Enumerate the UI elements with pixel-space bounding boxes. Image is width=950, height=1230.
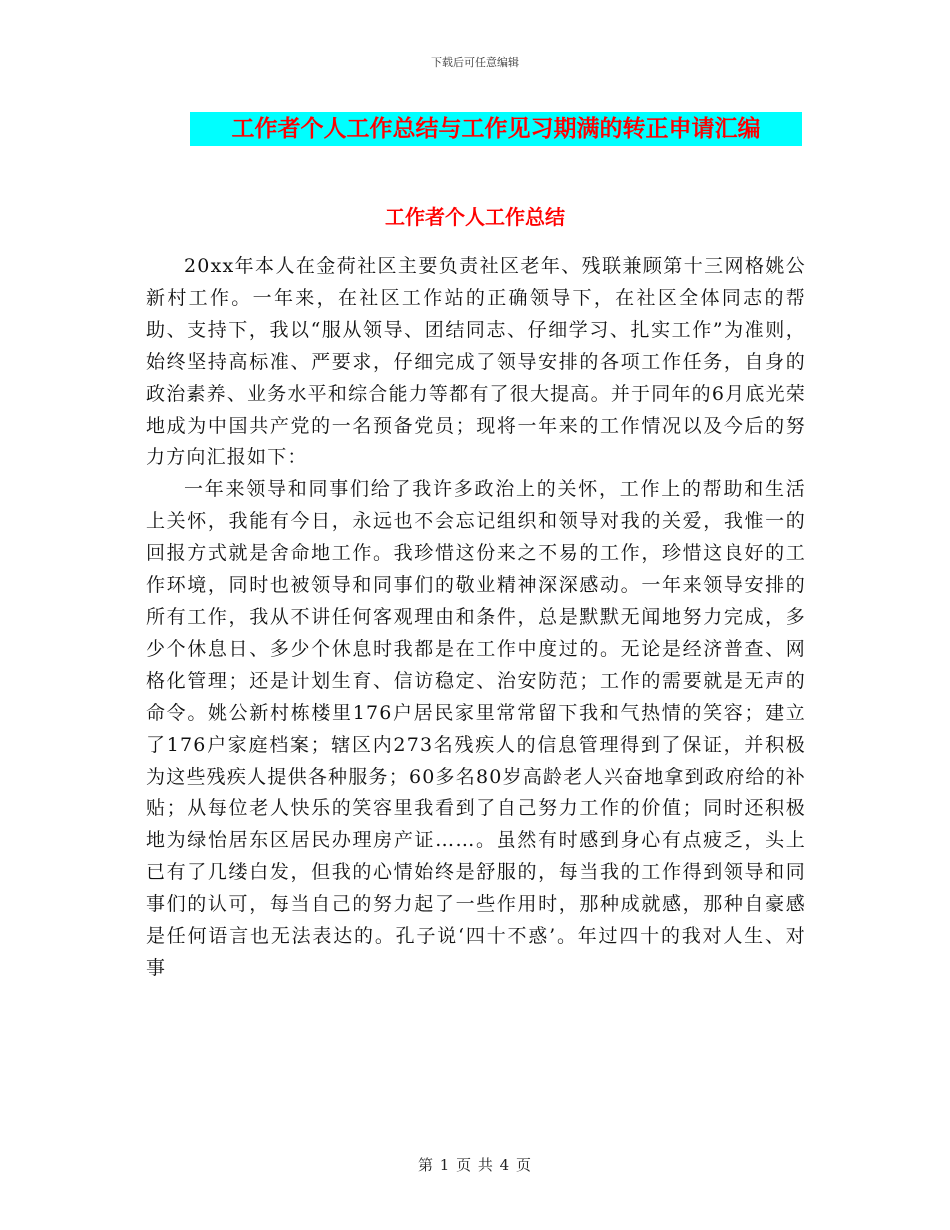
paragraph-2: 一年来领导和同事们给了我许多政治上的关怀，工作上的帮助和生活上关怀，我能有今日，永远也不会忘记组织和领导对我的关爱，我惟一的回报方式就是舍命地工作。我珍惜这份来之不易的工作，珍惜这良好的工作环境，同时也被领导和同事们的敬业精神深深感动。一年来领导安排的所有工作，我从不讲任何客观理由和条件，总是默默无闻地努力完成，多少个休息日、多少个休息时我都是在工作中度过的。无论是经济普查、网格化管理；还是计划生育、信访稳定、治安防范；工作的需要就是无声的命令。姚公新村栋楼里176户居民家里常常留下我和气热情的笑容；建立了176户家庭档案；辖区内273名残疾人的信息管理得到了保证，并积极为这些残疾人提供各种服务；60多名80岁高龄老人兴奋地拿到政府给的补贴；从每位老人快乐的笑容里我看到了自己努力工作的价值；同时还积极地为绿怡居东区居民办理房产证……。虽然有时感到身心有点疲乏，头上已有了几缕白发，但我的心情始终是舒服的，每当我的工作得到领导和同事们的认可，每当自己的努力起了一些作用时，那种成就感，那种自豪感是任何语言也无法表达的。孔子说‘四十不惑’。年过四十的我对人生、对事 bbox=[146, 478, 806, 979]
document-body bbox=[146, 251, 806, 985]
page-number-footer: 第 1 页 共 4 页 bbox=[418, 1156, 532, 1174]
document-title: 工作者个人工作总结与工作见习期满的转正申请汇编 bbox=[231, 116, 761, 142]
page-header-note: 下载后可任意编辑 bbox=[431, 56, 519, 69]
document-title-highlight bbox=[190, 112, 802, 146]
paragraph-1: 20xx年本人在金荷社区主要负责社区老年、残联兼顾第十三网格姚公新村工作。一年来，在社区工作站的正确领导下，在社区全体同志的帮助、支持下，我以“服从领导、团结同志、仔细学习、扎实工作”为准则，始终坚持高标准、严要求，仔细完成了领导安排的各项工作任务，自身的政治素养、业务水平和综合能力等都有了很大提高。并于同年的6月底光荣地成为中国共产党的一名预备党员；现将一年来的工作情况以及今后的努力方向汇报如下： bbox=[146, 255, 806, 469]
section-title: 工作者个人工作总结 bbox=[385, 205, 565, 229]
